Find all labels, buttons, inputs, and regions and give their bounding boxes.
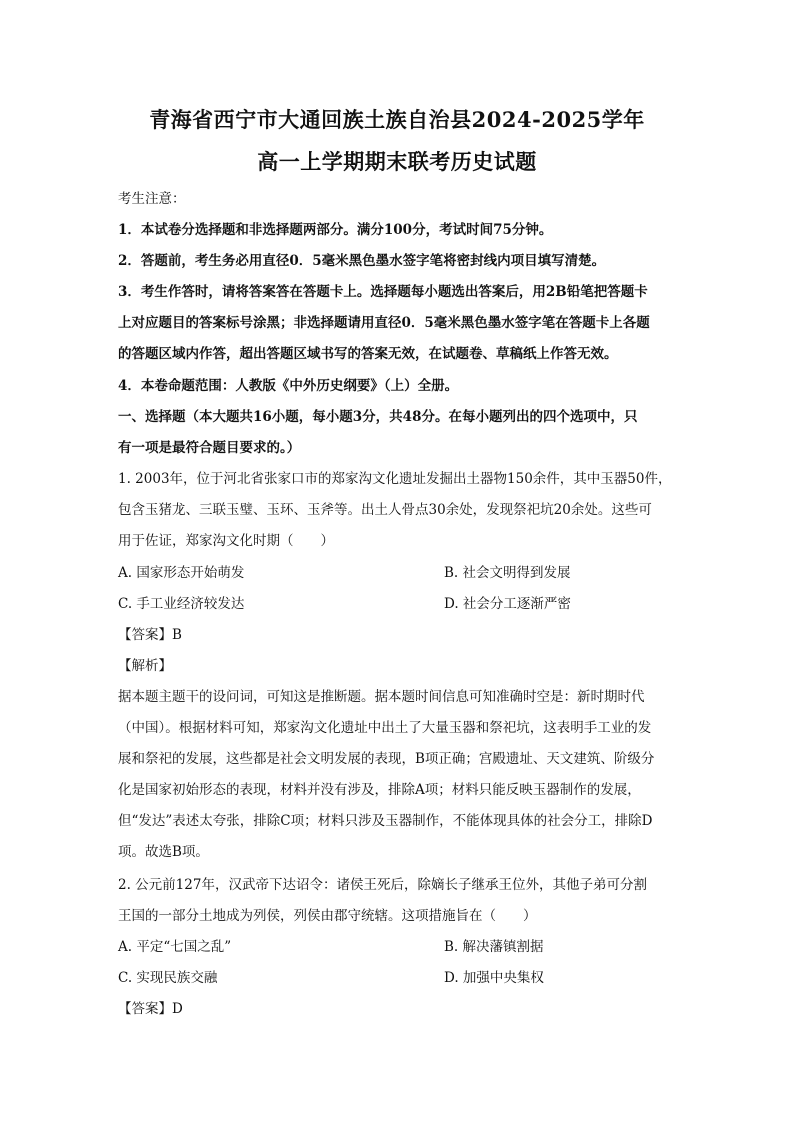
question-1-stem: 用于佐证，郑家沟文化时期（ ） [118, 533, 334, 549]
section-heading-cont: 有一项是最符合题目要求的。） [118, 440, 301, 456]
notice-item: 4．本卷命题范围：人教版《中外历史纲要》（上）全册。 [118, 378, 459, 394]
question-1-analysis: 据本题主题干的设问词，可知这是推断题。据本题时间信息可知准确时空是：新时期时代 [118, 689, 645, 705]
question-2-stem: 2. 公元前127年，汉武帝下达诏令：诸侯王死后，除嫡长子继承王位外，其他子弟可分割 [118, 877, 647, 893]
notice-item: 2．答题前，考生务必用直径0．5毫米黑色墨水签字笔将密封线内项目填写清楚。 [118, 253, 606, 269]
question-2-option-d: D. 加强中央集权 [444, 970, 544, 986]
question-1-analysis: （中国）。根据材料可知，郑家沟文化遗址中出土了大量玉器和祭祀坑，这表明手工业的发 [118, 720, 652, 736]
question-2-option-b: B. 解决藩镇割据 [444, 939, 544, 955]
question-2-stem: 王国的一部分土地成为列侯，列侯由郡守统辖。这项措施旨在（ ） [118, 908, 537, 924]
question-1-analysis: 化是国家初始形态的表现，材料并没有涉及，排除A项；材料只能反映玉器制作的发展， [118, 782, 641, 798]
notice-item: 1．本试卷分选择题和非选择题两部分。满分100分，考试时间75分钟。 [118, 222, 553, 238]
question-1-option-d: D. 社会分工逐渐严密 [444, 596, 571, 612]
notice-item: 的答题区域内作答，超出答题区域书写的答案无效，在试题卷、草稿纸上作答无效。 [118, 346, 618, 362]
notice-item: 上对应题目的答案标号涂黑；非选择题请用直径0．5毫米黑色墨水签字笔在答题卡上各题 [118, 315, 650, 331]
notice-item: 3．考生作答时，请将答案答在答题卡上。选择题每小题选出答案后，用2B铅笔把答题卡 [118, 284, 648, 300]
question-1-option-b: B. 社会文明得到发展 [444, 565, 571, 581]
question-2-answer: 【答案】D [118, 1001, 183, 1017]
question-1-stem: 包含玉猪龙、三联玉璧、玉环、玉斧等。出土人骨点30余处，发现祭祀坑20余处。这些可 [118, 502, 652, 518]
question-1-analysis: 展和祭祀的发展，这些都是社会文明发展的表现，B项正确；宫殿遗址、天文建筑、阶级分 [118, 751, 655, 767]
question-1-analysis-heading: 【解析】 [118, 658, 172, 674]
question-1-answer: 【答案】B [118, 627, 182, 643]
section-heading: 一、选择题（本大题共16小题，每小题3分，共48分。在每小题列出的四个选项中，只 [118, 409, 638, 425]
notice-heading: 考生注意： [118, 191, 186, 207]
question-1-option-c: C. 手工业经济较发达 [118, 596, 245, 612]
question-1-analysis: 项。故选B项。 [118, 844, 209, 860]
question-2-option-a: A. 平定“七国之乱” [118, 939, 232, 955]
question-1-analysis: 但“发达”表述太夸张，排除C项；材料只涉及玉器制作，不能体现具体的社会分工，排除D [118, 813, 653, 829]
page-title-line1: 青海省西宁市大通回族土族自治县2024-2025学年 [149, 107, 645, 132]
question-1-stem: 1. 2003年，位于河北省张家口市的郑家沟文化遗址发掘出土器物150余件，其中玉器50件， [118, 471, 672, 487]
page-title-line2: 高一上学期期末联考历史试题 [257, 149, 537, 174]
question-2-option-c: C. 实现民族交融 [118, 970, 218, 986]
question-1-option-a: A. 国家形态开始萌发 [118, 565, 245, 581]
